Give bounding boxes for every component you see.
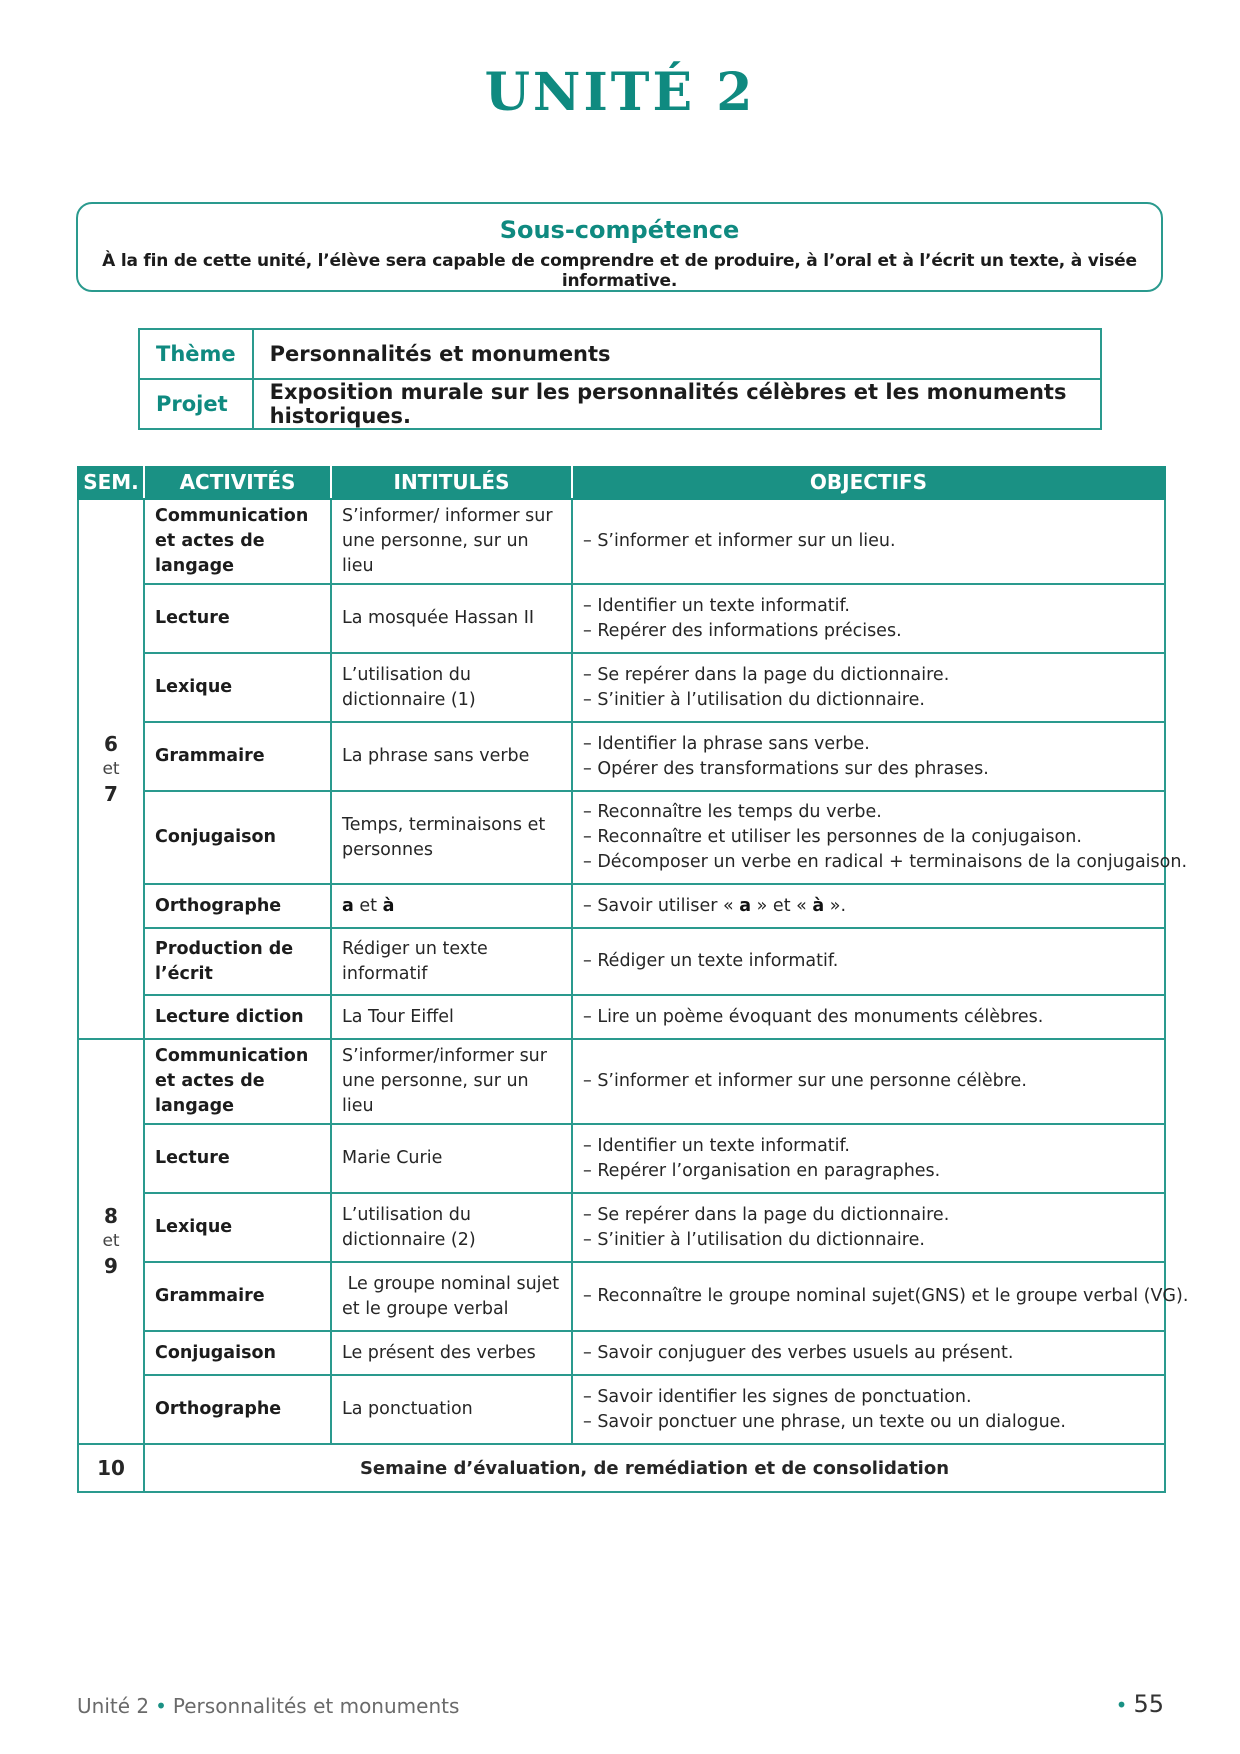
objective-line: – Savoir identifier les signes de ponctuation. <box>583 1386 972 1407</box>
intitule-cell <box>331 884 572 928</box>
table-row <box>78 884 1165 928</box>
footer-subject: Personnalités et monuments <box>172 1694 460 1718</box>
project-row <box>139 379 1101 429</box>
week-et: et <box>102 1231 120 1251</box>
objective-part: » et « <box>751 895 813 916</box>
activity-cell: Orthographe <box>144 1375 331 1444</box>
week-cell: 10 <box>78 1444 144 1492</box>
activity-cell: Lecture diction <box>144 995 331 1039</box>
objective-line: – S’initier à l’utilisation du dictionnaire. <box>583 689 925 710</box>
activity-cell: Orthographe <box>144 884 331 928</box>
objective-a-accent: à <box>812 895 825 916</box>
table-row-evaluation <box>78 1444 1165 1492</box>
table-row <box>78 584 1165 653</box>
objective-line: – Reconnaître le groupe nominal sujet(GNS) et le groupe verbal (VG). <box>583 1286 1189 1306</box>
activity-cell: Lecture <box>144 1124 331 1193</box>
header-sem: SEM. <box>78 466 144 499</box>
activity-cell: Lexique <box>144 653 331 722</box>
activity-cell: Production de l’écrit <box>144 928 331 995</box>
theme-row <box>139 329 1101 379</box>
objective-cell <box>572 1375 1165 1444</box>
activity-cell: Grammaire <box>144 1262 331 1331</box>
intitule-cell: Marie Curie <box>331 1124 572 1193</box>
table-row <box>78 1193 1165 1262</box>
objective-line: – Repérer l’organisation en paragraphes. <box>583 1160 941 1181</box>
week-end: 7 <box>104 781 118 806</box>
objective-line: – Lire un poème évoquant des monuments célèbres. <box>583 1006 1044 1027</box>
objective-line: – Savoir conjuguer des verbes usuels au présent. <box>583 1342 1014 1363</box>
project-value: Exposition murale sur les personnalités célèbres et les monuments historiques. <box>253 379 1101 429</box>
table-row <box>78 1262 1165 1331</box>
evaluation-week-text: Semaine d’évaluation, de remédiation et de consolidation <box>144 1444 1165 1492</box>
objective-cell <box>572 995 1165 1039</box>
objective-line: – Identifier un texte informatif. <box>583 1135 850 1156</box>
table-row <box>78 791 1165 884</box>
objective-line: – Savoir ponctuer une phrase, un texte ou un dialogue. <box>583 1411 1066 1432</box>
week-start: 8 <box>104 1204 118 1228</box>
intitule-cell: Rédiger un texte informatif <box>331 928 572 995</box>
unit-title: UNITÉ 2 <box>484 62 756 123</box>
table-row <box>78 1039 1165 1124</box>
intitule-cell: La phrase sans verbe <box>331 722 572 791</box>
program-table <box>77 466 1189 1493</box>
intitule-cell: La ponctuation <box>331 1375 572 1444</box>
intitule-cell: La mosquée Hassan II <box>331 584 572 653</box>
activity-cell: Conjugaison <box>144 791 331 884</box>
objective-cell <box>572 1124 1165 1193</box>
activity-cell: Lexique <box>144 1193 331 1262</box>
activity-cell: Conjugaison <box>144 1331 331 1375</box>
objective-line: – Rédiger un texte informatif. <box>583 951 839 971</box>
page-number-area <box>1116 1690 1164 1718</box>
objective-cell <box>572 1193 1165 1262</box>
intitule-a-accent: à <box>382 895 395 916</box>
objective-cell <box>572 499 1165 584</box>
intitule-cell: S’informer/informer sur une personne, sur un lieu <box>331 1039 572 1124</box>
week-et: et <box>102 758 120 779</box>
objective-line <box>583 894 1154 919</box>
objective-cell <box>572 1331 1165 1375</box>
intitule-cell: S’informer/ informer sur une personne, sur un lieu <box>331 499 572 584</box>
objective-line: – Se repérer dans la page du dictionnaire. <box>583 664 950 685</box>
header-intitules: INTITULÉS <box>331 466 572 499</box>
intitule-a: a <box>342 895 354 916</box>
objective-cell <box>572 584 1165 653</box>
activity-cell: Communication et actes de langage <box>144 1039 331 1124</box>
intitule-cell: Le présent des verbes <box>331 1331 572 1375</box>
objective-cell <box>572 1262 1189 1331</box>
footer-bullet: • <box>155 1694 167 1718</box>
objective-line: – Reconnaître les temps du verbe. <box>583 802 882 822</box>
header-objectifs: OBJECTIFS <box>572 466 1165 499</box>
intitule-cell: La Tour Eiffel <box>331 995 572 1039</box>
week-cell <box>78 1039 144 1444</box>
page-number: 55 <box>1133 1690 1164 1718</box>
table-row <box>78 1124 1165 1193</box>
objective-part: ». <box>824 895 847 916</box>
intitule-cell: L’utilisation du dictionnaire (1) <box>331 653 572 722</box>
intitule-cell: Le groupe nominal sujet et le groupe verbal <box>331 1262 572 1331</box>
table-row <box>78 928 1165 995</box>
activity-cell: Lecture <box>144 584 331 653</box>
theme-label: Thème <box>139 329 253 379</box>
objective-line: – Identifier un texte informatif. <box>583 595 850 616</box>
table-row <box>78 722 1165 791</box>
table-row <box>78 653 1165 722</box>
competence-heading: Sous-compétence <box>499 216 740 244</box>
intitule-cell: L’utilisation du dictionnaire (2) <box>331 1193 572 1262</box>
week-end: 9 <box>104 1254 118 1278</box>
objective-line: – Repérer des informations précises. <box>583 620 902 641</box>
intitule-cell: Temps, terminaisons et personnes <box>331 791 572 884</box>
table-row <box>78 499 1165 584</box>
competence-box <box>76 202 1163 292</box>
theme-project-table <box>138 328 1102 430</box>
footer-running-title <box>77 1694 459 1718</box>
objective-cell <box>572 1039 1165 1124</box>
objective-line: – Reconnaître et utiliser les personnes de la conjugaison. <box>583 827 1082 847</box>
intitule-et: et <box>353 895 383 916</box>
table-row <box>78 995 1165 1039</box>
objective-line: – S’informer et informer sur une personne célèbre. <box>583 1071 1027 1091</box>
objective-line: – Décomposer un verbe en radical + terminaisons de la conjugaison. <box>583 852 1188 872</box>
week-cell <box>78 499 144 1039</box>
activity-cell: Grammaire <box>144 722 331 791</box>
objective-a: a <box>739 895 752 916</box>
objective-cell <box>572 722 1165 791</box>
footer-unit: Unité 2 <box>77 1694 150 1718</box>
objective-line: – Identifier la phrase sans verbe. <box>583 733 870 754</box>
objective-line: – S’initier à l’utilisation du dictionnaire. <box>583 1229 925 1250</box>
theme-value: Personnalités et monuments <box>253 329 1101 379</box>
project-label: Projet <box>139 379 253 429</box>
week-start: 6 <box>104 731 118 756</box>
page-bullet: • <box>1115 1693 1128 1717</box>
objective-cell <box>572 884 1165 928</box>
table-header-row <box>78 466 1165 499</box>
objective-line: – S’informer et informer sur un lieu. <box>583 531 896 551</box>
table-row <box>78 1375 1165 1444</box>
objective-line: – Se repérer dans la page du dictionnaire. <box>583 1204 950 1225</box>
table-row <box>78 1331 1165 1375</box>
objective-part: – Savoir utiliser « <box>583 895 740 916</box>
activity-cell: Communication et actes de langage <box>144 499 331 584</box>
objective-cell <box>572 653 1165 722</box>
objective-line: – Opérer des transformations sur des phrases. <box>583 758 989 779</box>
competence-text: À la fin de cette unité, l’élève sera capable de comprendre et de produire, à l’oral et à l’écrit un texte, à visée informative. <box>102 251 1137 291</box>
objective-cell <box>572 928 1165 995</box>
header-activites: ACTIVITÉS <box>144 466 331 499</box>
objective-cell <box>572 791 1188 884</box>
